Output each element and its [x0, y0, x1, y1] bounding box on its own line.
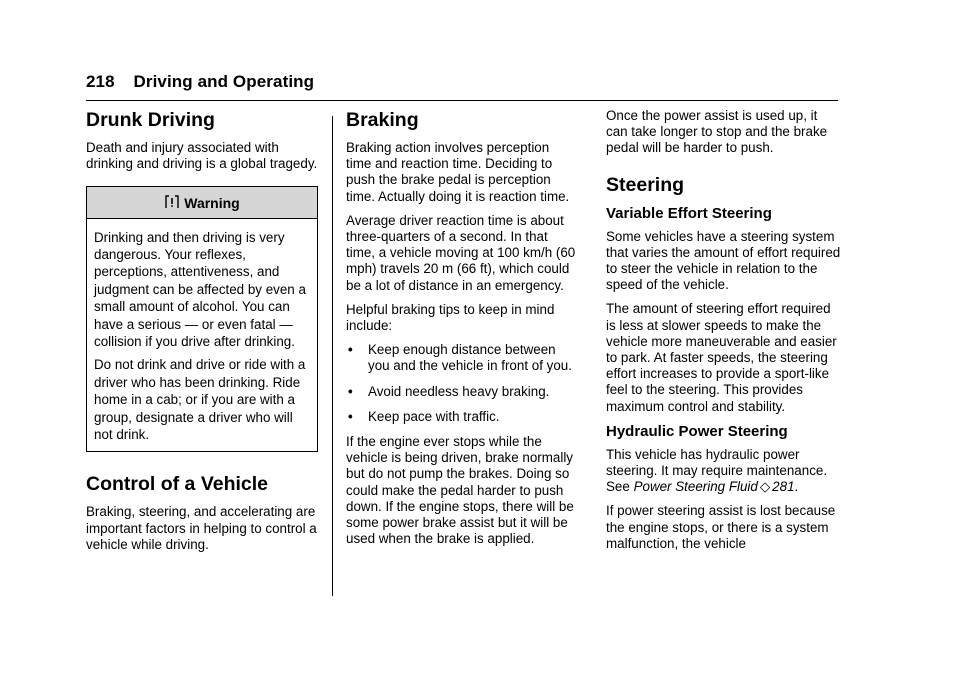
- column-3: [606, 108, 842, 560]
- column-1: [86, 108, 318, 561]
- header-rule: [86, 100, 838, 101]
- heading-drunk-driving: Drunk Driving: [86, 109, 215, 131]
- heading-braking: Braking: [346, 109, 419, 131]
- sentence-end: .: [794, 479, 799, 495]
- section-title: Driving and Operating: [133, 72, 315, 91]
- warning-box: [86, 186, 318, 452]
- list-item-text: Keep enough distance between you and the vehicle in front of you.: [368, 342, 572, 374]
- variable-effort-paragraph-1: Some vehicles have a steering system that varies the amount of effort required to steer the vehicle in relation to the speed of the vehicle.: [606, 228, 841, 293]
- page-number: 218: [86, 72, 115, 91]
- hydraulic-lead-text: This vehicle has hydraulic power steering. It may require maintenance. See: [606, 446, 828, 495]
- drunk-driving-intro: Death and injury associated with drinking and driving is a global tragedy.: [86, 140, 318, 172]
- warning-title: Warning: [184, 195, 240, 212]
- control-text: Braking, steering, and accelerating are important factors in helping to control a vehicle while driving.: [86, 504, 317, 552]
- braking-continued: Once the power assist is used up, it can take longer to stop and the brake pedal will be harder to push.: [606, 108, 828, 156]
- column-2: [346, 108, 578, 555]
- list-item: [346, 384, 578, 400]
- heading-steering: Steering: [606, 173, 685, 196]
- bullet-glyph: •: [348, 383, 353, 399]
- bullet-glyph: •: [348, 408, 353, 424]
- list-item: [346, 342, 578, 374]
- variable-effort-paragraph-2: The amount of steering effort required is less at slower speeds to make the vehicle more maneuverable and easier to park. At faster speeds, the steering effort increases to provide a sport-like feel to the steering. This provides maximum control and stability.: [606, 301, 837, 414]
- braking-paragraph-4: If the engine ever stops while the vehicle is being driven, brake normally but do not pump the brakes. Doing so could make the pedal harder to push down. If the engine stops, there will be some power brake assist but it will be used when the brake is applied.: [346, 434, 574, 547]
- page-reference-icon: ◇: [759, 479, 771, 495]
- cross-reference-page: 281: [772, 479, 795, 495]
- warning-paragraph-1: Drinking and then driving is very dangerous. Your reflexes, perceptions, attentiveness, and judgment can be affected by even a small amount of alcohol. You can have a serious — or even fatal — collision if you drive after drinking.: [94, 229, 306, 350]
- cross-reference-link[interactable]: [634, 479, 795, 494]
- bullet-glyph: •: [348, 342, 353, 358]
- warning-bracket-icon: [164, 195, 180, 209]
- subheading-hydraulic-power: Hydraulic Power Steering: [606, 422, 788, 440]
- heading-control-of-vehicle: Control of a Vehicle: [86, 473, 269, 496]
- list-item: [346, 409, 578, 425]
- subheading-variable-effort: Variable Effort Steering: [606, 204, 772, 222]
- list-item-text: Avoid needless heavy braking.: [368, 383, 550, 399]
- page-header: [86, 72, 314, 92]
- cross-reference-title: Power Steering Fluid: [633, 479, 758, 495]
- column-divider: [332, 116, 333, 596]
- braking-paragraph-3: Helpful braking tips to keep in mind include:: [346, 301, 555, 334]
- hydraulic-paragraph-2: If power steering assist is lost because the engine stops, or there is a system malfunction, the vehicle: [606, 503, 836, 551]
- braking-tips-list: [346, 342, 578, 425]
- warning-paragraph-2: Do not drink and drive or ride with a driver who has been drinking. Ride home in a cab; or if you are with a group, designate a driver who will not drink.: [94, 357, 306, 443]
- braking-paragraph-2: Average driver reaction time is about three-quarters of a second. In that time, a vehicle moving at 100 km/h (60 mph) travels 20 m (66 ft), which could be a lot of distance in an emergency.: [346, 212, 576, 293]
- list-item-text: Keep pace with traffic.: [368, 408, 500, 424]
- braking-paragraph-1: Braking action involves perception time and reaction time. Deciding to push the brake pedal is perception time. Actually doing it is reaction time.: [346, 140, 570, 204]
- hydraulic-paragraph-1: [606, 447, 842, 496]
- warning-body: [87, 219, 317, 452]
- warning-header: [87, 187, 317, 218]
